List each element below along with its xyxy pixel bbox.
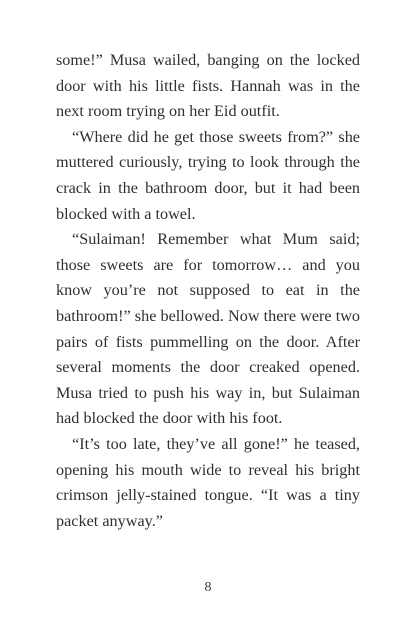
paragraph-2: “Where did he get those sweets from?” she muttered curiously, trying to look through the crack in the bathroom door, but it had been blocked with a towel. (56, 127, 360, 223)
page-number: 8 (204, 580, 212, 595)
paragraph-1: some!” Musa wailed, banging on the locked door with his little fists. Hannah was in the next room trying on her Eid outfit. (56, 51, 360, 121)
body-text (56, 48, 360, 534)
paragraph-4: “It’s too late, they’ve all gone!” he teased, opening his mouth wide to reveal his bright crimson jelly-stained tongue. “It was a tiny packet anyway.” (56, 434, 360, 530)
paragraph-3: “Sulaiman! Remember what Mum said; those sweets are for tomorrow… and you know you’re not supposed to eat in the bathroom!” she bellowed. Now there were two pairs of fists pummelling on the door. After several moments the door creaked opened. Musa tried to push his way in, but Sulaiman had blocked the door with his foot. (56, 230, 360, 428)
